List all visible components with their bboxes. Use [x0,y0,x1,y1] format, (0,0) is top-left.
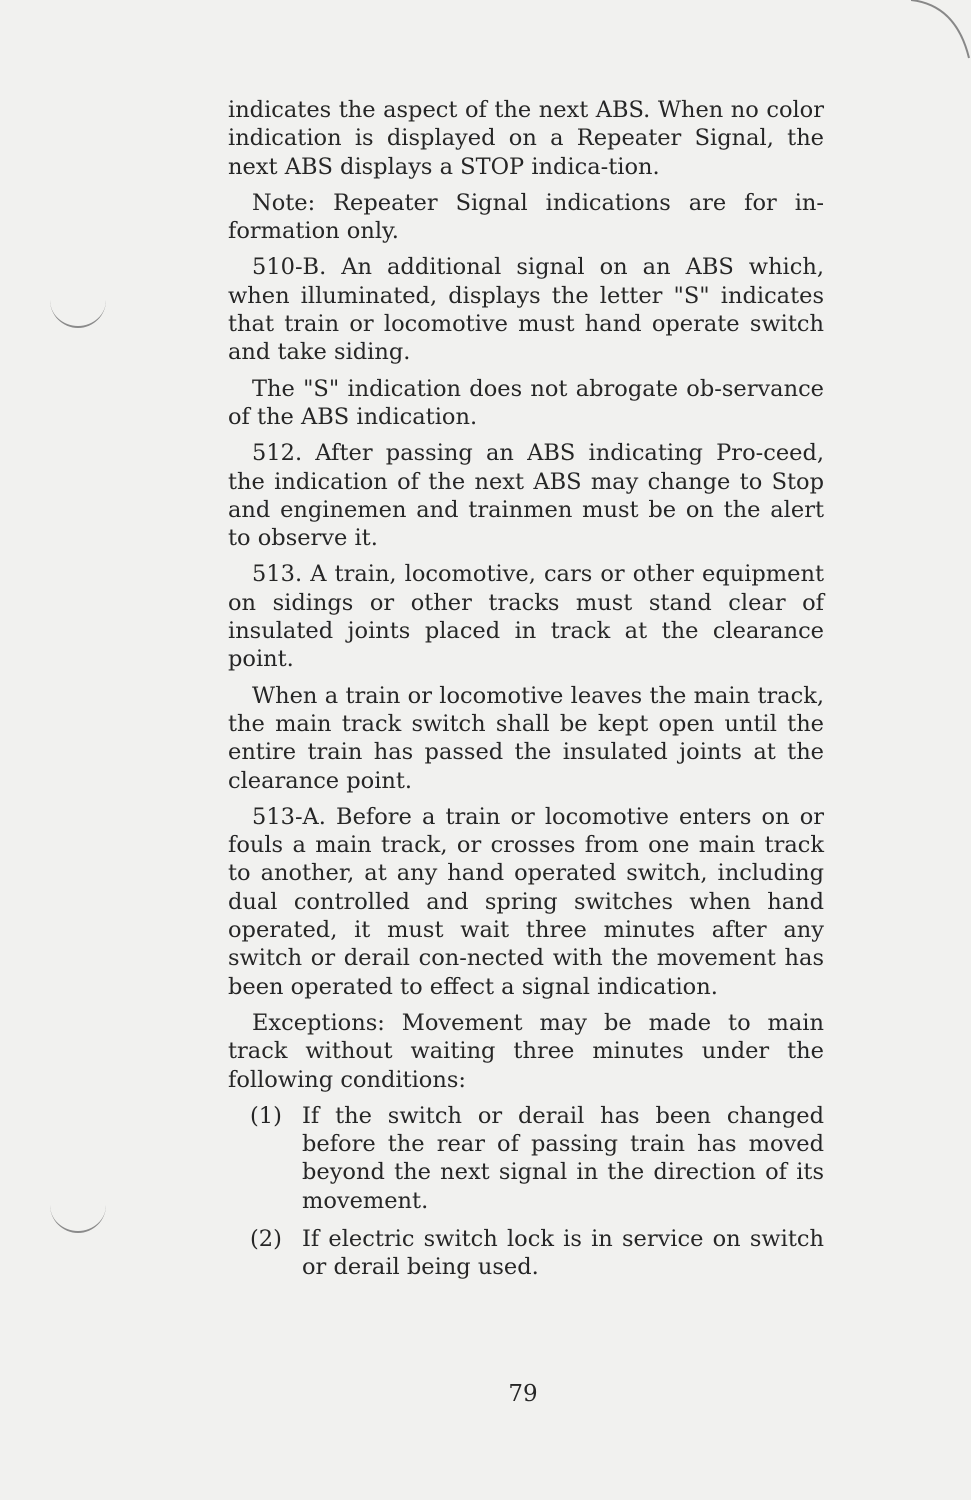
list-text: If the switch or derail has been changed before the rear of passing train has moved beyond the next signal in the direction of its movement. [302,1102,824,1214]
exception-item-1 [250,1102,824,1215]
paragraph-continuation: indicates the aspect of the next ABS. When no color indication is displayed on a Repeater Signal, the next ABS displays a STOP indica-tion. [228,97,824,180]
paragraph-rule-513a: 513-A. Before a train or locomotive enters on or fouls a main track, or crosses from one main track to another, at any hand operated switch, including dual controlled and spring switches when hand operated, it must wait three minutes after any switch or derail con-nected with the movement has been operated to effect a signal indication. [228,803,824,1000]
text-column [228,96,824,1292]
page-number: 79 [508,1381,538,1407]
paragraph-rule-512: 512. After passing an ABS indicating Pro-ceed, the indication of the next ABS may change to Stop and enginemen and trainmen must be on the alert to observe it. [228,440,824,552]
paragraph-note: Note: Repeater Signal indications are for in-formation only. [228,189,824,245]
punch-hole-lower [50,1195,106,1233]
paragraph-exceptions: Exceptions: Movement may be made to main track without waiting three minutes under the following conditions: [228,1009,824,1093]
punch-hole-upper [50,290,106,328]
list-number: (2) [250,1225,282,1252]
paragraph-s-indication: The "S" indication does not abrogate ob-servance of the ABS indication. [228,375,824,430]
list-number: (1) [250,1102,282,1129]
page-corner-curl [911,0,971,60]
list-text: If electric switch lock is in service on switch or derail being used. [302,1225,824,1281]
exception-item-2 [250,1225,824,1282]
paragraph-rule-513: 513. A train, locomotive, cars or other equipment on sidings or other tracks must stand clear of insulated joints placed in track at the clearance point. [228,561,824,673]
paragraph-rule-510b: 510-B. An additional signal on an ABS which, when illuminated, displays the letter "S" indicates that train or locomotive must hand operate switch and take siding. [228,254,824,366]
paragraph-main-track-switch: When a train or locomotive leaves the main track, the main track switch shall be kept open until the entire train has passed the insulated joints at the clearance point. [228,682,824,794]
